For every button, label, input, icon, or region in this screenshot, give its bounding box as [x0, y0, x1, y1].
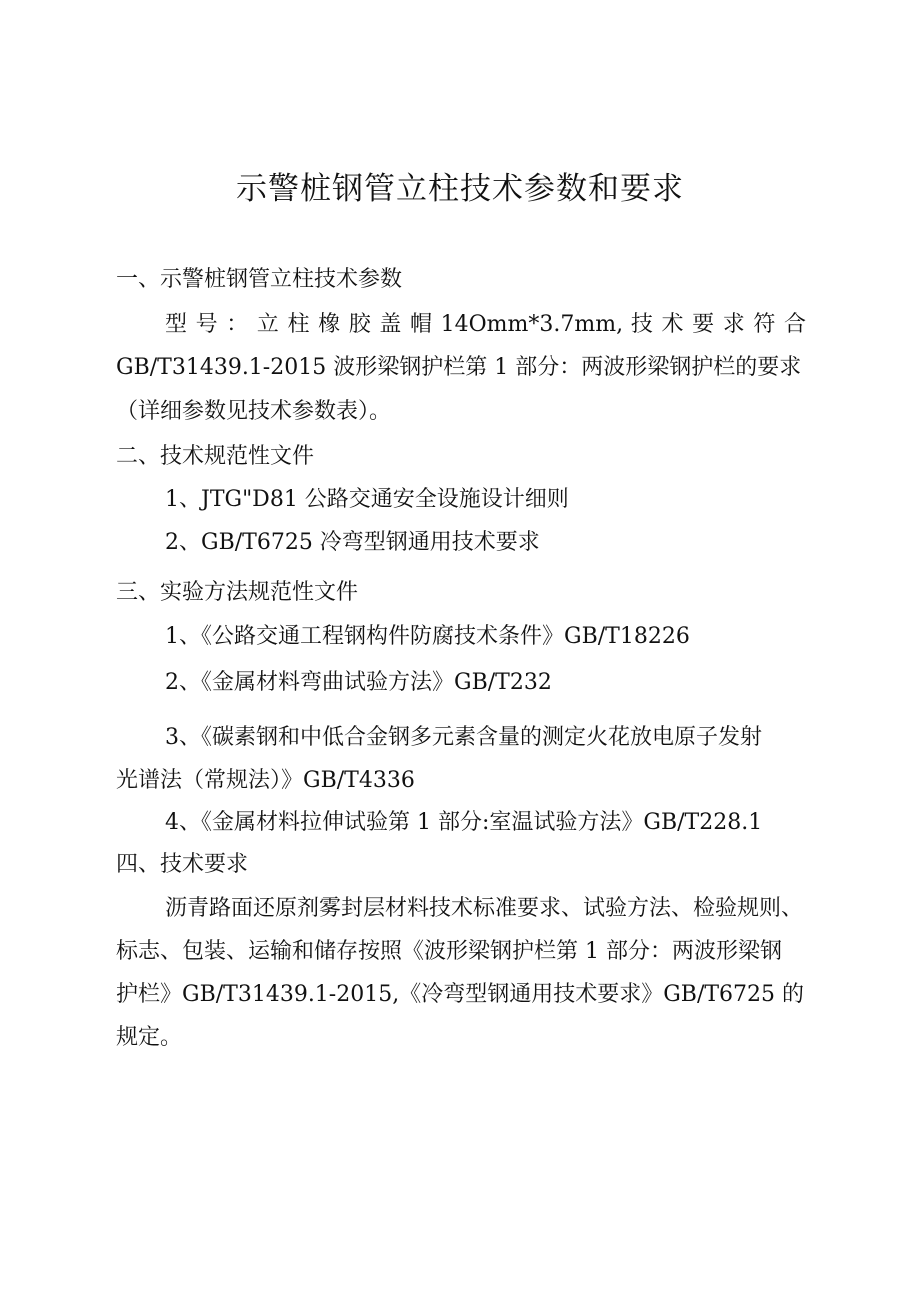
- section-heading-4: 四、技术要求: [116, 852, 249, 877]
- section-1-paragraph-line: GB/T31439.1-2015 波形梁钢护栏第 1 部分：两波形梁钢护栏的要求: [116, 355, 802, 380]
- test-method-list-item: 1、《公路交通工程钢构件防腐技术条件》GB/T18226: [165, 624, 690, 649]
- test-method-list-item: 2、《金属材料弯曲试验方法》GB/T232: [165, 670, 552, 695]
- section-4-paragraph-line: 护栏》GB/T31439.1-2015,《冷弯型钢通用技术要求》GB/T6725 的: [116, 982, 805, 1007]
- section-4-paragraph-line: 规定。: [116, 1025, 183, 1050]
- section-heading-2: 二、技术规范性文件: [116, 444, 315, 469]
- test-method-list-item: 4、《金属材料拉伸试验第 1 部分:室温试验方法》GB/T228.1: [165, 810, 763, 835]
- section-heading-1: 一、示警桩钢管立柱技术参数: [116, 267, 403, 292]
- reference-list-item: 1、JTG"D81 公路交通安全设施设计细则: [165, 487, 569, 512]
- document-title: 示警桩钢管立柱技术参数和要求: [236, 171, 684, 207]
- section-4-paragraph-line: 标志、包装、运输和储存按照《波形梁钢护栏第 1 部分：两波形梁钢: [116, 939, 782, 964]
- test-method-list-item-continuation: 光谱法（常规法）》GB/T4336: [116, 768, 415, 793]
- section-heading-3: 三、实验方法规范性文件: [116, 580, 359, 605]
- section-4-paragraph-line: 沥青路面还原剂雾封层材料技术标准要求、试验方法、检验规则、: [165, 896, 804, 921]
- section-1-paragraph-line: 型 号 ： 立 柱 橡 胶 盖 帽 14Omm*3.7mm, 技 术 要 求 符 合: [165, 312, 806, 337]
- section-1-paragraph-line: （详细参数见技术参数表）。: [116, 399, 392, 424]
- test-method-list-item: 3、《碳素钢和中低合金钢多元素含量的测定火花放电原子发射: [165, 725, 762, 750]
- reference-list-item: 2、GB/T6725 冷弯型钢通用技术要求: [165, 530, 540, 555]
